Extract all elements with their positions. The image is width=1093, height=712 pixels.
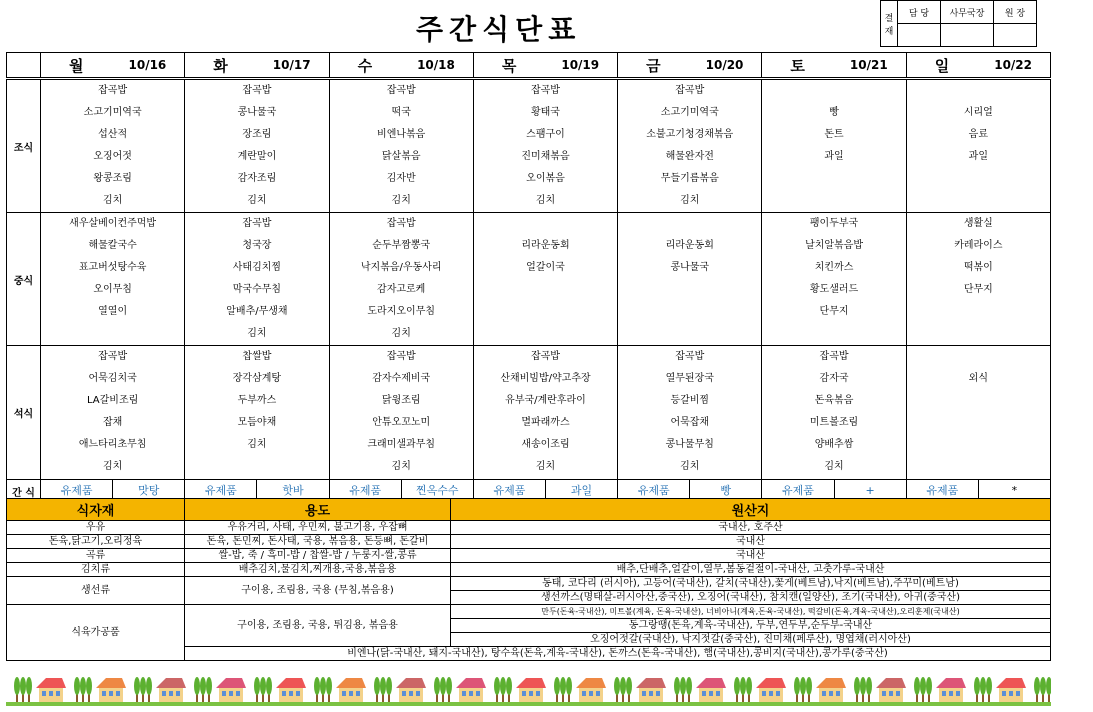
menu-item: 김치: [535, 195, 556, 206]
menu-item: 오이무침: [93, 284, 132, 295]
snack-item: 유제품: [782, 484, 814, 497]
menu-item: 비엔나볶음: [377, 129, 426, 140]
menu-item: [41, 323, 184, 345]
menu-item: 콩나물국: [670, 262, 710, 273]
menu-item: 소고기미역국: [660, 107, 719, 118]
menu-item: LA갈비조림: [86, 395, 139, 406]
menu-item: 안튜오꼬노미: [372, 417, 431, 428]
menu-item: 오징어젓: [93, 151, 132, 162]
menu-item: 왕콩조림: [93, 173, 132, 184]
menu-item: 감자고로케: [377, 284, 426, 295]
origin-use: 쌀-밥, 죽 / 흑미-밥 / 찹쌀-밥 / 누룽지-쌀,콩류: [185, 549, 451, 563]
menu-item: 과일: [968, 151, 988, 162]
menu-item: [907, 80, 1050, 102]
menu-item: 김치: [680, 195, 700, 206]
origin-header-use: 용도: [185, 499, 451, 521]
menu-cell: [41, 346, 185, 480]
menu-item: 장조림: [242, 129, 272, 140]
menu-item: 감자국: [819, 373, 849, 384]
menu-item: [907, 412, 1050, 434]
snack-item: 유제품: [493, 484, 526, 497]
menu-item: 김치: [391, 461, 411, 472]
menu-item: 김치: [102, 461, 123, 472]
menu-item: 진미채볶음: [521, 151, 570, 162]
menu-item: 돈트: [824, 129, 844, 140]
menu-cell: [329, 346, 473, 480]
menu-cell: [41, 79, 185, 213]
menu-item: 열열이: [98, 306, 128, 317]
menu-item: 외식: [968, 373, 988, 384]
menu-item: 크래미샐과무침: [367, 439, 436, 450]
menu-item: 애느타리초무침: [78, 439, 147, 450]
origin-value: 오징어젓갈(국내산), 낙지젓갈(중국산), 진미채(페루산), 명엽채(러시아산): [451, 633, 1051, 647]
menu-item: 단무지: [963, 284, 993, 295]
menu-item: [907, 301, 1050, 323]
snack-label: 간 식: [7, 480, 41, 503]
menu-item: 멸파래까스: [521, 417, 570, 428]
menu-item: 김치: [824, 461, 844, 472]
menu-item: 잡곡밥: [386, 85, 416, 96]
approval-header: 담 당: [898, 1, 941, 24]
menu-item: 오이볶음: [526, 173, 565, 184]
menu-item: 콩나물무침: [665, 439, 714, 450]
menu-item: 황태국: [530, 107, 560, 118]
origin-footer: 비엔나(닭-국내산, 돼지-국내산), 탕수육(돈육,계육-국내산), 돈까스(돈육-국내산), 햄(국내산),콩비지(국내산),콩가루(중국산): [185, 647, 1051, 661]
menu-item: 단무지: [819, 306, 849, 317]
origin-header-origin: 원산지: [451, 499, 1051, 521]
menu-item: 열무된장국: [665, 373, 714, 384]
menu-item: 섭산적: [98, 129, 128, 140]
menu-item: 새우살베이컨주먹밥: [69, 218, 157, 229]
menu-item: [907, 456, 1050, 478]
day-header: 화 10/17: [185, 53, 329, 79]
origin-item: 김치류: [7, 563, 185, 577]
menu-item: 황도샐러드: [809, 284, 859, 295]
menu-cell: [906, 213, 1050, 346]
village-decoration: [6, 670, 1051, 706]
origin-item: 생선류: [7, 577, 185, 605]
snack-item: 유제품: [637, 484, 670, 497]
menu-cell: [762, 79, 906, 213]
menu-item: 무들기름볶음: [660, 173, 719, 184]
menu-item: 과일: [824, 151, 844, 162]
menu-item: [907, 346, 1050, 368]
menu-item: [474, 301, 617, 323]
menu-item: 팽이두부국: [809, 218, 859, 229]
origin-item: 식육가공품: [7, 605, 185, 661]
menu-cell: [185, 79, 329, 213]
page-title: 주간식단표: [416, 13, 582, 46]
menu-cell: [762, 213, 906, 346]
menu-item: 김치: [391, 195, 411, 206]
menu-cell: [762, 346, 906, 480]
menu-item: 감자조림: [237, 173, 277, 184]
menu-item: [762, 190, 905, 212]
menu-cell: [329, 79, 473, 213]
menu-item: 어묵잡채: [670, 417, 710, 428]
menu-item: 잡채: [102, 417, 123, 428]
snack-item: 유제품: [204, 484, 237, 497]
snack-item: 맛탕: [112, 480, 184, 502]
menu-item: [762, 323, 905, 345]
menu-item: 도라지오이무침: [367, 306, 436, 317]
menu-item: 날치알볶음밥: [805, 240, 864, 251]
menu-item: 빵: [829, 107, 839, 118]
menu-item: [907, 168, 1050, 190]
menu-item: 감자수제비국: [372, 373, 431, 384]
menu-item: 미트볼조림: [809, 417, 859, 428]
menu-item: 잡곡밥: [819, 351, 849, 362]
menu-item: 생활실: [963, 218, 993, 229]
snack-item: 핫바: [256, 480, 328, 502]
menu-cell: [906, 79, 1050, 213]
menu-item: 김치: [247, 328, 267, 339]
menu-item: [618, 279, 761, 301]
origin-value: 국내산, 호주산: [451, 521, 1051, 535]
origin-use: 배추김치,물김치,찌개용,국용,볶음용: [185, 563, 451, 577]
menu-item: 떡볶이: [963, 262, 993, 273]
origin-value: 동태, 코다리 (러시아), 고등어(국내산), 갈치(국내산),꽃게(베트남),낙지(베트남),주꾸미(베트남): [451, 577, 1051, 591]
menu-cell: [473, 346, 617, 480]
snack-item: 유제품: [349, 484, 382, 497]
menu-cell: [618, 213, 762, 346]
day-header: 일 10/22: [906, 53, 1050, 79]
meal-label: 중식: [7, 213, 41, 346]
menu-item: 김치: [247, 439, 267, 450]
origin-use: 돈육, 돈민찌, 돈사태, 국용, 볶음용, 돈등뼈, 돈갈비: [185, 535, 451, 549]
menu-item: 잡곡밥: [242, 218, 272, 229]
menu-item: 떡국: [391, 107, 411, 118]
menu-item: 소불고기청경채볶음: [646, 129, 734, 140]
menu-item: 장각삼계탕: [232, 373, 282, 384]
menu-item: 표고버섯탕수육: [78, 262, 147, 273]
menu-cell: [473, 213, 617, 346]
menu-cell: [473, 79, 617, 213]
menu-cell: [329, 213, 473, 346]
menu-item: 알배추/무생채: [226, 306, 288, 317]
menu-item: 잡곡밥: [530, 351, 560, 362]
menu-item: 리라운동회: [521, 240, 570, 251]
origin-table: [6, 498, 1051, 661]
menu-item: 김치: [247, 195, 267, 206]
menu-item: 산채비빔밥/약고추장: [500, 373, 591, 384]
menu-item: [762, 80, 905, 102]
menu-cell: [185, 213, 329, 346]
menu-item: 찹쌀밥: [242, 351, 272, 362]
menu-item: 새송이조림: [521, 439, 570, 450]
menu-item: 낙지볶음/우동사리: [360, 262, 442, 273]
snack-item: *: [978, 480, 1050, 502]
origin-value: 만두(돈육-국내산), 미트볼(계육, 돈육-국내산), 너비아니(계육,돈육-국내산), 떡갈비(돈육,계육-국내산),오리훈제(국내산): [451, 605, 1051, 619]
meal-label: 석식: [7, 346, 41, 480]
menu-item: [185, 456, 328, 478]
snack-item: 찐옥수수: [401, 480, 473, 502]
menu-item: [907, 390, 1050, 412]
menu-item: 해물완자전: [665, 151, 714, 162]
menu-item: [907, 323, 1050, 345]
menu-item: [474, 323, 617, 345]
weekly-menu-table: [6, 52, 1051, 503]
menu-item: 소고기미역국: [83, 107, 142, 118]
menu-item: 잡곡밥: [386, 218, 416, 229]
menu-item: 음료: [968, 129, 988, 140]
origin-value: 국내산: [451, 535, 1051, 549]
menu-item: 모듬야채: [237, 417, 277, 428]
day-header: 토 10/21: [762, 53, 906, 79]
menu-item: [618, 213, 761, 235]
menu-item: 시리얼: [963, 107, 993, 118]
menu-item: [762, 168, 905, 190]
menu-item: 양배추쌈: [814, 439, 854, 450]
snack-item: 유제품: [926, 484, 959, 497]
menu-item: [907, 190, 1050, 212]
origin-use: 우유거리, 사태, 우민찌, 불고기용, 우잡뼈: [185, 521, 451, 535]
approval-label: 결재: [881, 1, 898, 47]
origin-item: 곡류: [7, 549, 185, 563]
menu-item: 스팸구이: [526, 129, 565, 140]
menu-item: 김치: [102, 195, 123, 206]
snack-item: 빵: [689, 480, 761, 502]
origin-use: 구이용, 조림용, 국용 (무침,볶음용): [185, 577, 451, 605]
menu-item: 김치: [680, 461, 700, 472]
menu-cell: [906, 346, 1050, 480]
menu-item: 계란말이: [237, 151, 277, 162]
menu-item: 잡곡밥: [98, 351, 128, 362]
menu-item: 잡곡밥: [242, 85, 272, 96]
menu-item: 잡곡밥: [675, 351, 705, 362]
origin-use: 구이용, 조림용, 국용, 튀김용, 볶음용: [185, 605, 451, 647]
menu-item: 해물칼국수: [88, 240, 137, 251]
menu-item: 김치: [391, 328, 411, 339]
origin-value: 동그랑땡(돈육,계육-국내산), 두부,연두부,순두부-국내산: [451, 619, 1051, 633]
day-header: 월 10/16: [41, 53, 185, 79]
menu-item: [618, 301, 761, 323]
menu-cell: [41, 213, 185, 346]
menu-item: 김자반: [386, 173, 416, 184]
origin-header-item: 식자재: [7, 499, 185, 521]
menu-item: 콩나물국: [237, 107, 277, 118]
snack-item: 과일: [545, 480, 617, 502]
origin-item: 돈육,닭고기,오리정육: [7, 535, 185, 549]
menu-item: 돈육볶음: [814, 395, 854, 406]
origin-value: 국내산: [451, 549, 1051, 563]
menu-cell: [618, 79, 762, 213]
menu-item: 얼갈이국: [526, 262, 565, 273]
menu-item: 유부국/계란후라이: [505, 395, 586, 406]
snack-item: 유제품: [60, 484, 93, 497]
day-header: 금 10/20: [618, 53, 762, 79]
menu-item: [907, 434, 1050, 456]
menu-item: 리라운동회: [665, 240, 714, 251]
menu-item: 사태김치찜: [232, 262, 282, 273]
origin-item: 우유: [7, 521, 185, 535]
approval-box: [880, 0, 1037, 47]
menu-item: 김치: [535, 461, 556, 472]
menu-cell: [618, 346, 762, 480]
menu-item: [474, 213, 617, 235]
day-header: 목 10/19: [473, 53, 617, 79]
menu-item: 막국수무침: [232, 284, 282, 295]
snack-item: +: [834, 480, 906, 502]
menu-item: 잡곡밥: [530, 85, 560, 96]
day-header: 수 10/18: [329, 53, 473, 79]
menu-item: [474, 279, 617, 301]
menu-item: 잡곡밥: [386, 351, 416, 362]
origin-value: 배추,단배추,얼갈이,열무,봄동겉절이-국내산, 고춧가루-국내산: [451, 563, 1051, 577]
menu-item: 잡곡밥: [98, 85, 128, 96]
menu-item: 어묵김치국: [88, 373, 137, 384]
approval-header: 원 장: [994, 1, 1037, 24]
menu-item: 잡곡밥: [675, 85, 705, 96]
menu-item: [618, 323, 761, 345]
menu-cell: [185, 346, 329, 480]
menu-item: 카레라이스: [954, 240, 1003, 251]
menu-item: 치킨까스: [814, 262, 854, 273]
menu-item: 닭살볶음: [381, 151, 421, 162]
meal-label: 조식: [7, 79, 41, 213]
menu-item: 닭윙조림: [381, 395, 421, 406]
origin-value: 생선까스(명태살-러시아산,중국산), 오징어(국내산), 참치캔(일양산), 조기(국내산), 아귀(중국산): [451, 591, 1051, 605]
approval-header: 사무국장: [941, 1, 994, 24]
menu-item: 순두부짬뽕국: [372, 240, 431, 251]
menu-item: 두부까스: [237, 395, 277, 406]
menu-item: 등갈비찜: [670, 395, 710, 406]
menu-item: 청국장: [242, 240, 272, 251]
